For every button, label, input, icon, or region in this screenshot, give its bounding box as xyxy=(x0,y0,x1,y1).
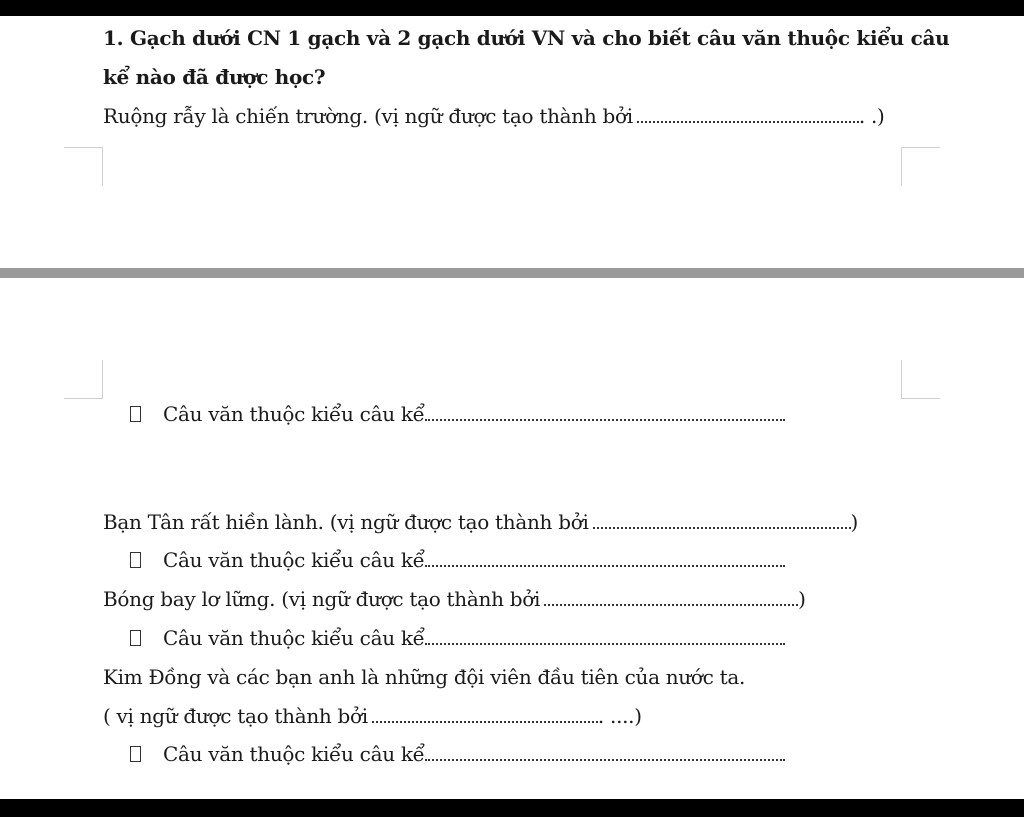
answer-blank xyxy=(372,721,598,723)
answer-blank xyxy=(544,604,798,606)
answer-label-2: Câu văn thuộc kiểu câu kể xyxy=(163,548,425,572)
sentence-2-closing: ) xyxy=(850,510,859,534)
answer-line-4 xyxy=(130,740,785,768)
answer-label-1: Câu văn thuộc kiểu câu kể xyxy=(163,402,425,426)
answer-line-1 xyxy=(130,400,785,428)
page-separator xyxy=(0,268,1024,278)
sentence-2-text: Bạn Tân rất hiền lành. (vị ngữ được tạo thành bởi xyxy=(103,510,589,534)
answer-blank xyxy=(637,121,859,123)
sentence-4: Kim Đồng và các bạn anh là những đội viên đầu tiên của nước ta. xyxy=(103,665,746,689)
sentence-4-text2: ( vị ngữ được tạo thành bởi xyxy=(103,704,368,728)
sentence-1 xyxy=(103,102,885,130)
checkbox-glyph xyxy=(130,746,141,762)
sentence-2 xyxy=(103,508,858,536)
sentence-3-text: Bóng bay lơ lững. (vị ngữ được tạo thành bởi xyxy=(103,587,541,611)
sentence-3-closing: ) xyxy=(798,587,806,611)
answer-blank xyxy=(593,527,851,529)
checkbox-glyph xyxy=(130,630,141,646)
crop-mark-top-left xyxy=(64,147,103,186)
answer-line-3 xyxy=(130,624,785,652)
checkbox-glyph xyxy=(130,552,141,568)
document-page-1 xyxy=(0,16,1024,268)
answer-blank xyxy=(425,643,785,645)
question-title-line-2: kể nào đã được học? xyxy=(103,65,326,89)
sentence-1-closing: . .) xyxy=(858,104,885,128)
answer-label-4: Câu văn thuộc kiểu câu kể xyxy=(163,742,425,766)
sentence-4-closing: . ....) xyxy=(597,704,642,728)
crop-mark-bottom-right xyxy=(901,360,940,399)
answer-blank xyxy=(425,419,785,421)
checkbox-glyph xyxy=(130,406,141,422)
crop-mark-top-right xyxy=(901,147,940,186)
sentence-3 xyxy=(103,585,806,613)
answer-blank xyxy=(425,759,785,761)
document-page-2 xyxy=(0,278,1024,799)
question-title-line-1: 1. Gạch dưới CN 1 gạch và 2 gạch dưới VN và cho biết câu văn thuộc kiểu câu xyxy=(103,26,950,50)
sentence-4-continuation xyxy=(103,702,642,730)
answer-line-2 xyxy=(130,546,785,574)
answer-label-3: Câu văn thuộc kiểu câu kể xyxy=(163,626,425,650)
answer-blank xyxy=(425,565,785,567)
sentence-1-text: Ruộng rẫy là chiến trường. (vị ngữ được tạo thành bởi xyxy=(103,104,633,128)
crop-mark-bottom-left xyxy=(64,360,103,399)
